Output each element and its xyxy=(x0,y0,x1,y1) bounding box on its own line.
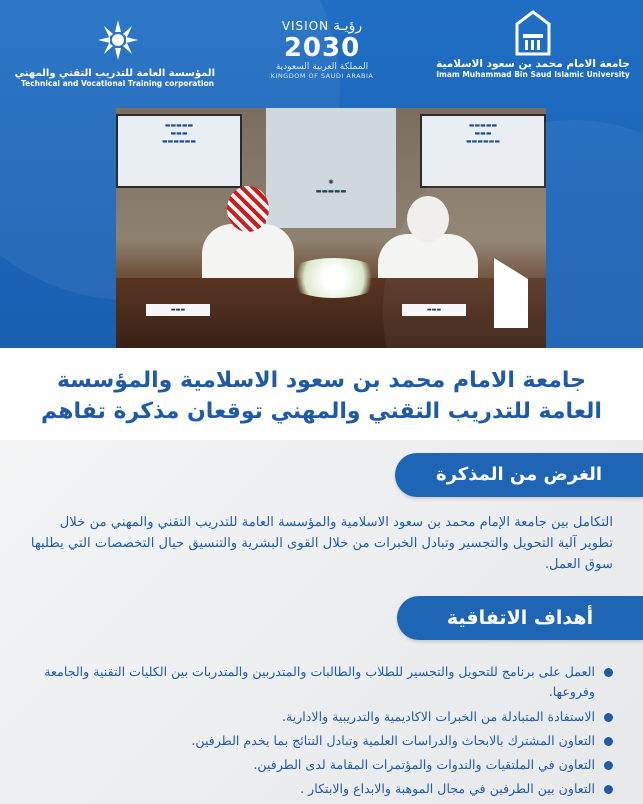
goals-list xyxy=(28,662,613,803)
tvtc-name-ar: المؤسسة العامة للتدريب التقني والمهني xyxy=(14,68,215,79)
left-display-screen: ▬▬▬▬▬ ▬▬▬ ▬▬▬▬▬▬ xyxy=(116,114,242,188)
purpose-heading: الغرض من المذكرة xyxy=(395,453,643,497)
headline-line-1: جامعة الامام محمد بن سعود الاسلامية والمؤسسة xyxy=(56,368,587,393)
flower-arrangement xyxy=(284,258,384,298)
imsiu-emblem-icon xyxy=(513,10,553,56)
center-backdrop: ✺ ▬▬▬▬▬ xyxy=(266,108,396,228)
bullet-icon xyxy=(604,785,613,794)
goals-heading: أهداف الاتفاقية xyxy=(397,596,643,640)
headline xyxy=(0,348,643,440)
header-banner xyxy=(0,0,643,348)
nameplate-right: ▬▬▬ xyxy=(402,304,466,316)
bullet-icon xyxy=(604,713,613,722)
goal-item: الاستفادة المتبادلة من الخبرات الاكاديمية والتدريبية والادارية. xyxy=(28,707,613,727)
tvtc-name-en: Technical and Vocational Training corporation xyxy=(21,79,214,88)
goal-item: التعاون في الملتقيات والندوات والمؤتمرات المقامة لدى الطرفين. xyxy=(28,755,613,775)
purpose-text: التكامل بين جامعة الإمام محمد بن سعود الاسلامية والمؤسسة العامة للتدريب التقني والمهني من خلال تطوير آلية التحويل والتجسير وتبادل الخبرات من خلال القوى البشرية والتنسيق حيال التخصصات التي يطلبها سوق العمل. xyxy=(30,515,613,572)
vision-label-ar: رؤيـة xyxy=(333,18,363,34)
headline-line-2: العامة للتدريب التقني والمهني توقعان مذكرة تفاهم xyxy=(41,399,602,424)
signatory-right xyxy=(378,234,478,294)
bullet-icon xyxy=(604,737,613,746)
bullet-icon xyxy=(604,668,613,677)
content-section xyxy=(0,440,643,804)
signing-ceremony-photo xyxy=(116,108,546,348)
vision-label-en: VISION xyxy=(281,19,330,33)
nameplate-left: ▬▬▬ xyxy=(146,304,210,316)
tvtc-logo xyxy=(14,20,215,88)
imsiu-logo xyxy=(433,10,633,100)
imsiu-name-en: Imam Muhammad Bin Saud Islamic University xyxy=(436,70,630,79)
vision-year: 2030 xyxy=(283,33,361,63)
goal-item: التعاون المشترك بالابحاث والدراسات العلمية وتبادل النتائج بما يخدم الطرفين. xyxy=(28,731,613,751)
flag xyxy=(494,258,528,328)
kingdom-name-en: KINGDOM OF SAUDI ARABIA xyxy=(270,72,374,80)
goal-item: العمل على برنامج للتحويل والتجسير للطلاب والطالبات والمتدربين والمتدربات بين الكليات التقنية والجامعة وفروعها. xyxy=(28,662,613,702)
imsiu-name-ar: جامعة الامام محمد بن سعود الاسلامية xyxy=(436,58,630,70)
vision-2030-logo xyxy=(262,18,382,98)
right-display-screen: ▬▬▬▬▬ ▬▬▬ ▬▬▬▬▬▬ xyxy=(420,114,546,188)
goal-item: التعاون بين الطرفين في مجال الموهبة والابداع والابتكار . xyxy=(28,779,613,799)
tvtc-emblem-icon xyxy=(96,20,140,60)
kingdom-name-ar: المملكة العربية السعودية xyxy=(275,62,369,72)
bullet-icon xyxy=(604,761,613,770)
